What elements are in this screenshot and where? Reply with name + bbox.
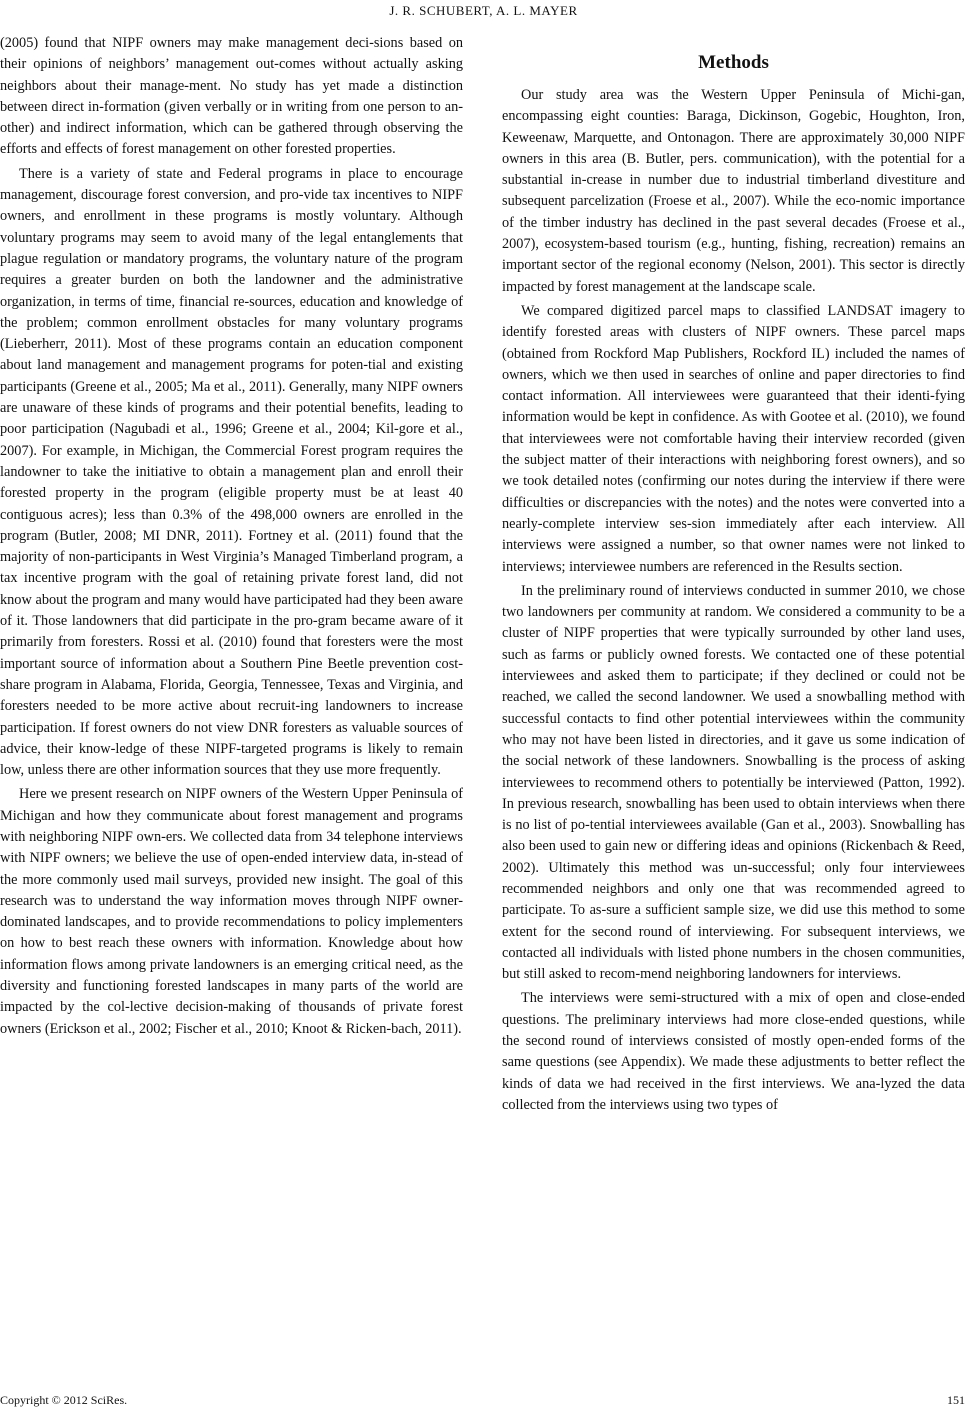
body-paragraph: Here we present research on NIPF owners of the Western Upper Peninsula of Michigan and how they communicate about forest management and programs with neighboring NIPF own-ers. We collected data from 34 telephone interviews with NIPF owners; we believe the use of open-ended interview data, in-stead of the more commonly used mail surveys, provided new insight. The goal of this research was to understand the way information moves through NIPF owner-dominated landscapes, and to provide recommendations to policy implementers on how to best reach these owners with information. Knowledge about how information flows among private landowners is an emerging critical need, as the diversity and functioning forested landscapes in many parts of the world are impacted by the col-lective decision-making of thousands of private forest owners (Erickson et al., 2002; Fischer et al., 2010; Knoot & Ricken-bach, 2011). [0, 786, 463, 1037]
page-number: 151 [947, 1393, 965, 1407]
body-paragraph: We compared digitized parcel maps to classified LANDSAT imagery to identify forested areas with clusters of NIPF owners. These parcel maps (obtained from Rockford Map Publishers, Rockford IL) included the names of owners, which we then used in searches of online and paper directories to find contact information. All interviewees were guaranteed that their identi-fying information would be kept in confidence. As with Gootee et al. (2010), we found that interviewees were not comfortable having their interview recorded (given the subject matter of their interactions with neighboring forest owners), and so we took detailed notes (confirming our notes during the interview if there were difficulties or discrepancies with the notes) and the notes were converted into a nearly-complete interview ses-sion immediately after each interview. All interviews were assigned a number, so that owner names were not linked to interviews; interviewee numbers are referenced in the Results section. [502, 302, 965, 575]
right-column [502, 33, 965, 1119]
copyright-notice: Copyright © 2012 SciRes. [0, 1393, 128, 1407]
left-column [0, 33, 463, 1043]
body-paragraph: In the preliminary round of interviews conducted in summer 2010, we chose two landowners per community at random. We considered a community to be a cluster of NIPF properties that were typically surrounded by other land uses, such as farms or publicly owned forests. We contacted one of these potential interviewees and asked them to participate; if they declined or could not be reached, we called the second landowner. We used a snowballing method with successful contacts to find other potential interviewees within the community who may not have been listed in directories, and it gave us some indication of the social network of these landowners. Snowballing is the process of asking interviewees to recommend others to potentially be interviewed (Patton, 1992). In previous research, snowballing has been used to obtain interviews when there is no list of po-tential interviewees available (Gan et al., 2003). Snowballing has also been used to gain new or differing ideas and opinions (Rickenbach & Reed, 2002). Ultimately this method was un-successful; only four interviewees recommended neighbors and only one that was recommended agreed to participate. To as-sure a sufficient sample size, we did use this method to some extent for the second round of interviewing. For subsequent interviews, we contacted all individuals with listed phone numbers in the chosen communities, but still asked to recom-mend neighboring landowners for interviews. [502, 582, 965, 983]
body-paragraph: The interviews were semi-structured with a mix of open and close-ended questions. The preliminary interviews had more close-ended questions, while the second round of interviews consisted of mostly open-ended forms of the same questions (see Appendix). We made these adjustments to better reflect the kinds of data we had received in the first interviews. We ana-lyzed the data collected from the interviews using two types of [502, 990, 965, 1113]
section-heading-methods: Methods [698, 52, 769, 73]
body-paragraph: Our study area was the Western Upper Peninsula of Michi-gan, encompassing eight counties: Baraga, Dickinson, Gogebic, Houghton, Iron, Keweenaw, Marquette, and Ontonagon. There are approximately 30,000 NIPF owners in this area (B. Butler, pers. communication), with the potential for a substantial in-crease in number due to industrial timberland divestiture and subsequent parcelization (Froese et al., 2007). While the eco-nomic importance of the timber industry has declined in the past several decades (Froese et al., 2007), ecosystem-based tourism (e.g., hunting, fishing, recreation) remains an important sector of the regional economy (Nelson, 2001). This sector is directly impacted by forest management at the landscape scale. [502, 87, 965, 295]
body-paragraph: There is a variety of state and Federal programs in place to encourage management, discourage forest conversion, and pro-vide tax incentives to NIPF owners, and enrollment in these programs is mostly voluntary. Although voluntary programs may seem to avoid many of the legal entanglements that plague regulation or mandatory programs, the voluntary nature of the program requires a greater burden on both the landowner and the administrative organization, in terms of time, financial re-sources, education and knowledge of the problem; common enrollment obstacles for many voluntary programs (Lieberherr, 2011). Most of these programs contain an education component about land management and management programs for poten-tial and existing participants (Greene et al., 2005; Ma et al., 2011). Generally, many NIPF owners are unaware of these kinds of programs and their potential benefits, leading to poor participation (Nagubadi et al., 1996; Greene et al., 2004; Kil-gore et al., 2007). For example, in Michigan, the Commercial Forest program requires the landowner to take the initiative to obtain a management plan and enroll their forested property in the program (eligible property must be at least 40 contiguous acres); less than 0.3% of the 498,000 owners are enrolled in the program (Butler, 2008; MI DNR, 2011). Fortney et al. (2011) found that the majority of non-participants in West Virginia’s Managed Timberland program, a tax incentive program with the goal of retaining private forest land, did not know about the program and many would have participated had they been aware of it. Those landowners that did participate in the pro-gram became aware of it primarily from foresters. Rossi et al. (2010) found that foresters were the most important source of information about a Southern Pine Beetle prevention cost-share program in Alabama, Florida, Georgia, Tennessee, Texas and Virginia, and foresters needed to be more active about recruit-ing landowners to increase participation. If forest owners do not view DNR foresters as valuable sources of advice, their know-ledge of these NIPF-targeted programs is likely to remain low, unless there are other information sources that they use more frequently. [0, 165, 463, 779]
body-paragraph: (2005) found that NIPF owners may make management deci-sions based on their opinions of neighbors’ management out-comes without actually asking neighbors about their manage-ment. No study has yet made a distinction between direct in-formation (given verbally or in writing from one person to an-other) and indirect information, which can be gathered through observing the efforts and effects of forest management on other forested properties. [0, 35, 463, 158]
running-head: J. R. SCHUBERT, A. L. MAYER [389, 3, 578, 18]
